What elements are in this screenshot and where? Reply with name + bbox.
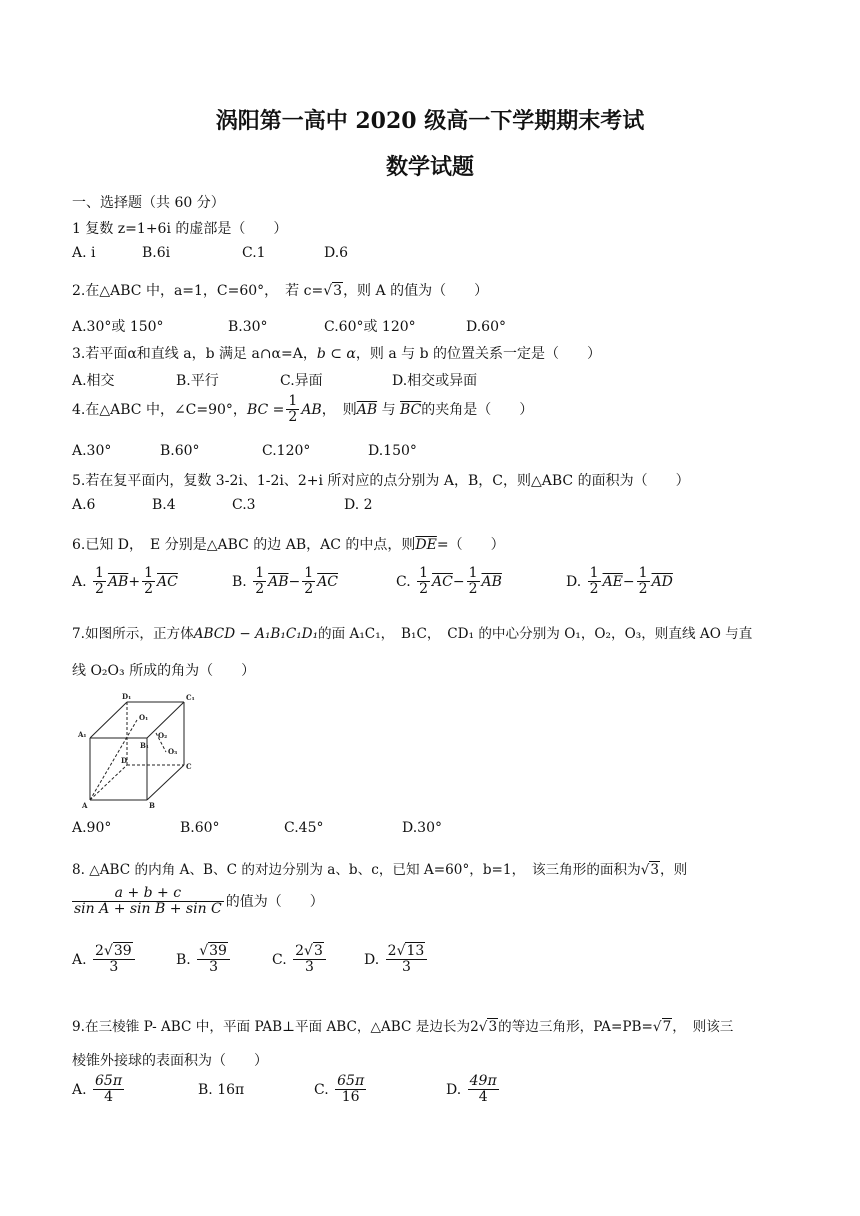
q3-option-a: A.相交 (72, 373, 115, 389)
q4-option-b: B.60° (160, 443, 200, 459)
q3-option-b: B.平行 (176, 373, 219, 389)
q8-a-frac (93, 944, 135, 976)
q6-a-n1: 1 (95, 565, 104, 581)
q7-option-b: B.60° (180, 820, 220, 836)
q6-a-frac2 (142, 566, 155, 598)
q2-option-d: D.60° (466, 319, 506, 335)
q6-c-d1: 2 (419, 581, 429, 598)
q6-d-op: − (622, 573, 635, 590)
q6-b-frac1 (253, 566, 266, 598)
q2-option-c: C.60°或 120° (324, 319, 416, 335)
q8-b-num: √39 (197, 944, 230, 960)
line-ao1 (90, 720, 137, 800)
q5-option-a: A.6 (72, 497, 96, 513)
q6-b-d2: 2 (304, 581, 314, 598)
q6-c-v1: $\overline{AC}$ (432, 573, 453, 590)
q9-stem-part3: ， 则该三 (672, 1019, 734, 1035)
q8-a-num: 2√39 (93, 944, 135, 960)
q7-stem (72, 622, 752, 642)
q8-option-c (272, 944, 364, 976)
q3-option-d: D.相交或异面 (392, 373, 478, 389)
q7-stem-part1: 7.如图所示，正方体 (72, 626, 194, 642)
q6-b-d1: 2 (255, 581, 265, 598)
q8-d-rad: 13 (406, 943, 425, 959)
q2-options (72, 316, 506, 336)
q5-option-d: D. 2 (344, 497, 373, 513)
exam-subtitle: 数学试题 (385, 154, 474, 180)
q2-stem-part1: 2.在△ABC 中，a=1，C=60°， 若 c= (72, 283, 324, 299)
q6-a-v2: $\overline{AC}$ (157, 573, 178, 590)
q6-c-v2: $\overline{AB}$ (481, 573, 502, 590)
q8-d-den: 3 (402, 959, 411, 976)
q8-frac-den: sin A + sin B + sin C (74, 901, 222, 918)
q8-c-den: 3 (305, 959, 314, 976)
q8-option-a (72, 944, 176, 976)
label-d1: D₁ (122, 692, 132, 701)
q4-stem-part3: 的夹角是（ ） (421, 401, 534, 418)
q2-stem: 2.在△ABC 中，a=1，C=60°， 若 c=√3，则 A 的值为（ ） (72, 283, 489, 299)
q4-stem (72, 394, 533, 426)
q4-option-d: D.150° (368, 443, 417, 459)
q9-a-letter: A. (72, 1081, 87, 1098)
q4-option-a: A.30° (72, 443, 112, 459)
q4-stem-part1: 4.在△ABC 中，∠C=90°， (72, 401, 247, 418)
edge-a1d1 (90, 702, 127, 738)
q1-stem: 1 复数 z=1+6i 的虚部是（ ） (72, 221, 288, 237)
q9-len-coef: 2 (470, 1019, 479, 1035)
q6-a-d1: 2 (95, 581, 104, 598)
label-o3: O₃ (168, 747, 178, 756)
q1-option-b: B.6i (142, 245, 171, 261)
q8-c-letter: C. (272, 951, 287, 968)
q9-c-num: 65π (337, 1073, 365, 1089)
q6-b-v1: $\overline{AB}$ (268, 573, 289, 590)
q8-stem-part1: 8. △ABC 的内角 A、B、C 的对边分别为 a、b、c，已知 A=60°，b=1， 该三角形的面积为 (72, 862, 641, 878)
q9-d-den: 4 (478, 1089, 488, 1106)
q6-vector-de: $\overline{DE}$ (415, 537, 437, 553)
q4-frac-num: 1 (288, 393, 298, 409)
edge-ad (90, 765, 127, 800)
q8-c-coef: 2 (295, 943, 305, 959)
q6-b-frac2 (302, 566, 315, 598)
q6-d-frac2 (637, 566, 650, 598)
q9-d-letter: D. (446, 1081, 462, 1098)
label-o1: O₁ (139, 713, 149, 722)
q5-option-c: C.3 (232, 497, 256, 513)
q6-stem-part2: =（ ） (436, 537, 505, 553)
q8-a-rad: 39 (113, 943, 132, 959)
q6-stem (72, 534, 505, 554)
q6-a-op: + (128, 573, 141, 590)
q9-stem-part1: 9.在三棱锥 P- ABC 中，平面 PAB⊥平面 ABC，△ABC 是边长为 (72, 1019, 471, 1035)
q8-d-coef: 2 (387, 943, 397, 959)
q4-fraction (286, 394, 299, 426)
q6-option-d (566, 566, 673, 598)
q8-b-letter: B. (176, 951, 191, 968)
q6-d-frac1 (588, 566, 601, 598)
q4-mid: 与 (381, 401, 396, 418)
q8-b-rad: 39 (209, 943, 227, 959)
q6-b-v2: $\overline{AC}$ (317, 573, 339, 590)
label-a1: A₁ (78, 730, 87, 739)
q9-c-den: 16 (341, 1089, 360, 1106)
q6-c-frac1 (417, 566, 430, 598)
label-c1: C₁ (186, 693, 195, 702)
exam-title: 涡阳第一高中 2020 级高一下学期期末考试 (215, 108, 645, 134)
q8-d-num: 2√13 (386, 944, 428, 960)
section-heading: 一、选择题（共 60 分） (72, 195, 225, 211)
q8-a-letter: A. (72, 951, 87, 968)
q4-stem-part2: ， 则 (321, 401, 357, 418)
q8-c-frac (293, 944, 326, 976)
q5-options (72, 497, 373, 513)
q1-option-a: A. i (72, 245, 96, 261)
q3-stem (72, 343, 601, 363)
q9-a-den: 4 (104, 1089, 113, 1106)
q6-d-v1: $\overline{AE}$ (602, 573, 623, 590)
q7-stem-part2: 的面 A₁C₁， B₁C， CD₁ 的中心分别为 O₁，O₂，O₃，则直线 AO 与直 (318, 626, 753, 642)
q9-option-a (72, 1074, 198, 1106)
label-b: B (149, 801, 155, 810)
q6-c-d2: 2 (468, 581, 478, 598)
q9-len-rad: 3 (488, 1019, 498, 1035)
q6-b-n2: 1 (304, 565, 314, 581)
q6-a-v1: $\overline{AB}$ (107, 573, 129, 590)
q9-option-d (446, 1074, 501, 1106)
q9-options (72, 1074, 501, 1106)
q9-a-frac (93, 1074, 124, 1106)
q6-d-n1: 1 (589, 565, 599, 581)
q9-c-letter: C. (314, 1081, 329, 1098)
q5-option-b: B.4 (152, 497, 176, 513)
q9-pa-rad: 7 (662, 1019, 672, 1035)
q6-d-d2: 2 (638, 581, 648, 598)
q4-frac-den: 2 (288, 409, 298, 426)
q8-options (72, 944, 429, 976)
q9-a-num: 65π (95, 1073, 123, 1089)
q6-a-letter: A. (72, 573, 87, 590)
q6-b-letter: B. (232, 573, 247, 590)
q9-stem-part2: 的等边三角形，PA=PB= (498, 1019, 653, 1035)
q6-c-n2: 1 (468, 565, 478, 581)
q6-c-frac2 (467, 566, 480, 598)
q9-d-num: 49π (469, 1073, 497, 1089)
q1-option-c: C.1 (242, 245, 266, 261)
q6-c-letter: C. (396, 573, 411, 590)
q9-d-frac (468, 1074, 499, 1106)
q8-option-d (364, 944, 429, 976)
q6-b-op: − (288, 573, 301, 590)
q8-fraction-line (72, 886, 324, 918)
q7-option-c: C.45° (284, 820, 324, 836)
q8-frac-num: a + b + c (72, 886, 224, 902)
q6-options (72, 566, 673, 598)
q4-options (72, 443, 417, 459)
q1-option-d: D.6 (324, 245, 349, 261)
q8-b-den: 3 (209, 959, 219, 976)
q3-options (72, 370, 477, 390)
q7-option-a: A.90° (72, 820, 112, 836)
q9-option-b: B. 16π (198, 1081, 245, 1098)
q6-d-d1: 2 (589, 581, 599, 598)
q1-options (72, 245, 348, 261)
q2-option-a: A.30°或 150° (72, 319, 164, 335)
q8-option-b (176, 944, 272, 976)
q3-stem-part1: 3.若平面α和直线 a，b 满足 a∩α=A， (72, 346, 317, 362)
q2-sqrt: 3 (333, 283, 343, 299)
q4-vector-ab: $\overline{AB}$ (356, 401, 378, 418)
q4-option-c: C.120° (262, 443, 311, 459)
q3-option-c: C.异面 (280, 373, 323, 389)
cube-figure (72, 690, 212, 815)
q7-cube-name: ABCD − A₁B₁C₁D₁ (193, 626, 319, 642)
q6-stem-part1: 6.已知 D， E 分别是△ABC 的边 AB，AC 的中点，则 (72, 537, 416, 553)
q6-b-n1: 1 (255, 565, 265, 581)
q6-option-b (232, 566, 396, 598)
q4-vector-bc: $\overline{BC}$ (400, 401, 422, 418)
q6-a-n2: 1 (144, 565, 153, 581)
q5-stem: 5.若在复平面内，复数 3-2i、1-2i、2+i 所对应的点分别为 A，B，C，则△ABC 的面积为（ ） (72, 473, 690, 489)
q7-options (72, 820, 442, 836)
q7-option-d: D.30° (402, 820, 442, 836)
q9-stem-line2: 棱锥外接球的表面积为（ ） (72, 1053, 268, 1069)
q2-stem-part2: ，则 A 的值为（ ） (343, 283, 489, 299)
q6-option-c (396, 566, 566, 598)
q2-option-b: B.30° (228, 319, 268, 335)
q7-stem-line2: 线 O₂O₃ 所成的角为（ ） (72, 663, 256, 679)
q6-option-a (72, 566, 232, 598)
q3-math: b ⊂ α (316, 346, 356, 362)
q9-option-c (314, 1074, 446, 1106)
q8-d-frac (386, 944, 428, 976)
q8-main-fraction (72, 886, 224, 918)
label-o2: O₂ (158, 731, 168, 740)
q6-c-n1: 1 (419, 565, 429, 581)
q8-sqrt: 3 (650, 862, 660, 878)
q9-c-frac (335, 1074, 366, 1106)
label-c: C (186, 762, 192, 771)
q4-eq-right: AB (301, 401, 322, 418)
q3-stem-part2: ，则 a 与 b 的位置关系一定是（ ） (355, 346, 601, 362)
q8-a-den: 3 (109, 959, 119, 976)
q6-d-n2: 1 (638, 565, 648, 581)
q8-stem-part2: ，则 (660, 862, 688, 878)
q8-b-frac (197, 944, 230, 976)
q8-c-num: 2√3 (293, 944, 326, 960)
label-d: D (121, 756, 128, 765)
q8-a-coef: 2 (95, 943, 104, 959)
q4-eq-left: BC = (246, 401, 285, 418)
q6-d-letter: D. (566, 573, 582, 590)
q6-c-op: − (452, 573, 465, 590)
label-a: A (82, 801, 88, 810)
q9-stem: 9.在三棱锥 P- ABC 中，平面 PAB⊥平面 ABC，△ABC 是边长为2√3的等边三角形，PA=PB=√7， 则该三 (72, 1019, 734, 1035)
edge-bc (147, 765, 184, 800)
label-b1: B₁ (140, 741, 149, 750)
q8-stem-part3: 的值为（ ） (225, 893, 324, 910)
q8-stem: 8. △ABC 的内角 A、B、C 的对边分别为 a、b、c，已知 A=60°，b=1， 该三角形的面积为√3，则 (72, 862, 688, 878)
q6-a-frac1 (93, 566, 106, 598)
q8-c-rad: 3 (313, 943, 323, 959)
q6-a-d2: 2 (144, 581, 153, 598)
q8-d-letter: D. (364, 951, 380, 968)
q6-d-v2: $\overline{AD}$ (651, 573, 673, 590)
